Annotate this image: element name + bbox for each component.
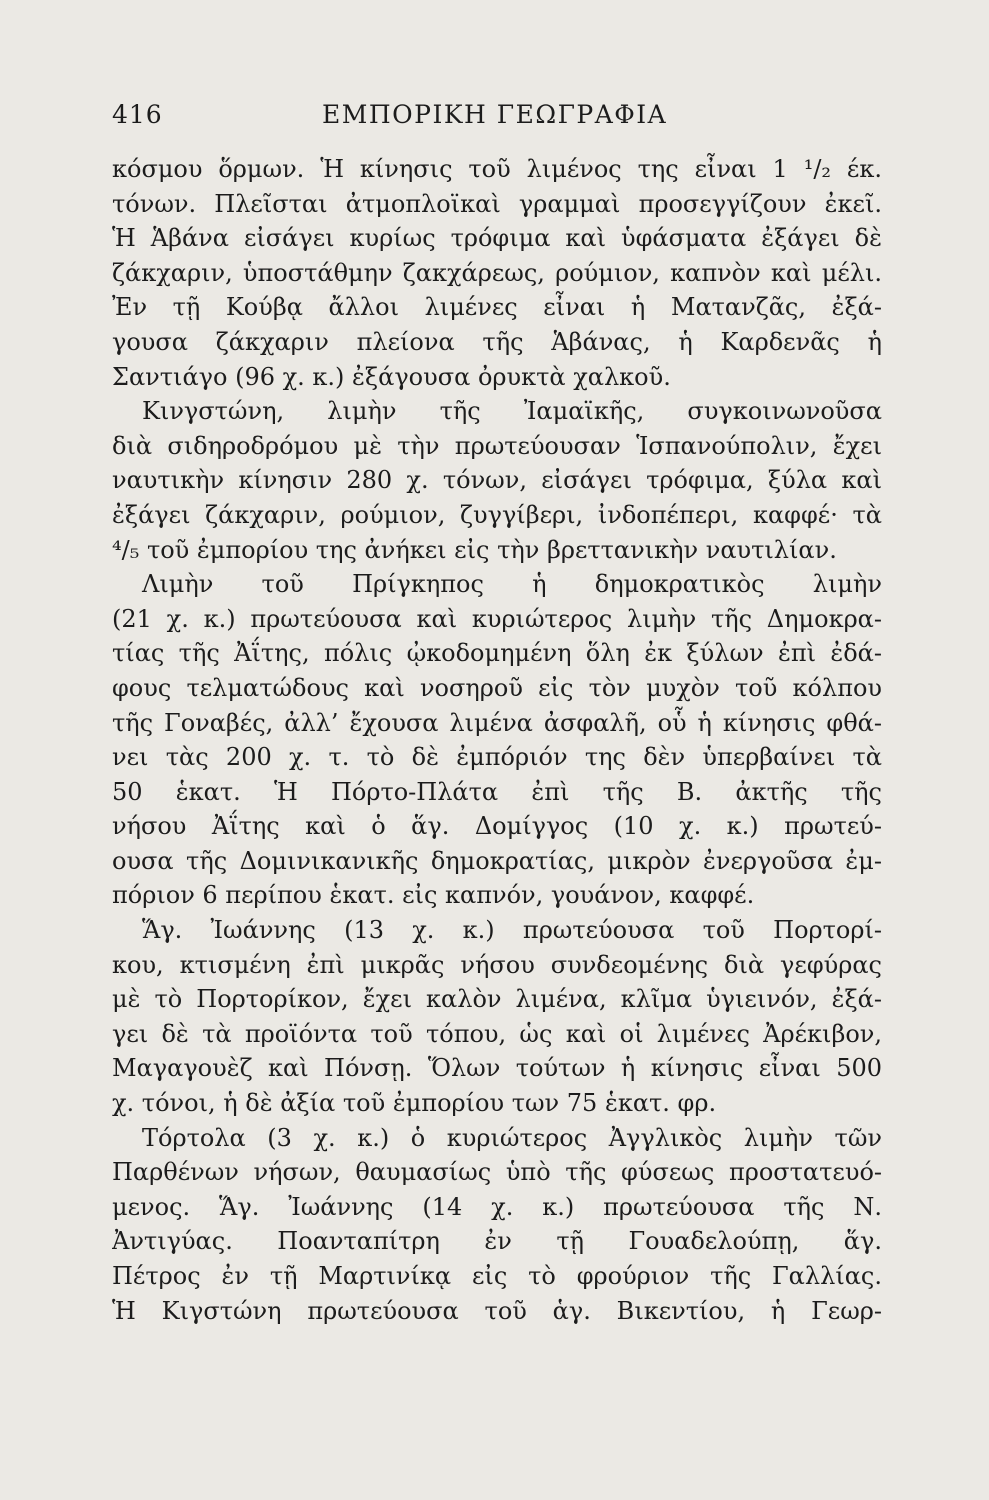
page-number: 416 bbox=[112, 100, 163, 129]
text-line: ναυτικὴν κίνησιν 280 χ. τόνων, εἰσάγει τρόφιμα, ξύλα καὶ bbox=[112, 466, 882, 495]
text-line: Σαντιάγο (96 χ. κ.) ἐξάγουσα ὀρυκτὰ χαλκοῦ. bbox=[112, 362, 671, 391]
text-line: 50 ἑκατ. Ἡ Πόρτο-Πλάτα ἐπὶ τῆς Β. ἀκτῆς τῆς bbox=[112, 777, 882, 806]
text-line: Ἡ Κιγστώνη πρωτεύουσα τοῦ ἁγ. Βικεντίου, ἡ Γεωρ- bbox=[112, 1296, 882, 1325]
text-line: φους τελματώδους καὶ νοσηροῦ εἰς τὸν μυχὸν τοῦ κόλπου bbox=[112, 673, 882, 702]
text-line: (21 χ. κ.) πρωτεύουσα καὶ κυριώτερος λιμὴν τῆς Δημοκρα- bbox=[112, 604, 882, 633]
text-line: νει τὰς 200 χ. τ. τὸ δὲ ἐμπόριόν της δὲν ὑπερβαίνει τὰ bbox=[112, 743, 882, 772]
text-line: Πέτρος ἐν τῇ Μαρτινίκᾳ εἰς τὸ φρούριον τῆς Γαλλίας. bbox=[112, 1262, 882, 1290]
text-line: ζάκχαριν, ὑποστάθμην ζακχάρεως, ρούμιον, καπνὸν καὶ μέλι. bbox=[112, 258, 882, 287]
text-line: διὰ σιδηροδρόμου μὲ τὴν πρωτεύουσαν Ἱσπανούπολιν, ἔχει bbox=[112, 431, 882, 460]
text-line: μὲ τὸ Πορτορίκον, ἔχει καλὸν λιμένα, κλῖμα ὑγιεινόν, ἐξά- bbox=[112, 985, 882, 1014]
text-line: ἐξάγει ζάκχαριν, ρούμιον, ζυγγίβερι, ἰνδοπέπερι, καφφέ· τὰ bbox=[112, 500, 882, 529]
text-line: Τόρτολα (3 χ. κ.) ὁ κυριώτερος Ἀγγλικὸς λιμὴν τῶν bbox=[142, 1123, 882, 1152]
text-line: μενος. Ἅγ. Ἰωάννης (14 χ. κ.) πρωτεύουσα τῆς Ν. bbox=[112, 1192, 882, 1221]
text-line: Μαγαγουὲζ καὶ Πόνσῃ. Ὅλων τούτων ἡ κίνησις εἶναι 500 bbox=[112, 1054, 882, 1083]
text-line: Κινγστώνη, λιμὴν τῆς Ἰαμαϊκῆς, συγκοινωνοῦσα bbox=[142, 397, 882, 426]
text-line: γουσα ζάκχαριν πλείονα τῆς Ἁβάνας, ἡ Καρδενᾶς ἡ bbox=[112, 327, 882, 356]
text-line: Παρθένων νήσων, θαυμασίως ὑπὸ τῆς φύσεως προστατευό- bbox=[112, 1158, 882, 1187]
text-line: Λιμὴν τοῦ Πρίγκηπος ἡ δημοκρατικὸς λιμὴν bbox=[142, 570, 882, 599]
running-head: ΕΜΠΟΡΙΚΗ ΓΕΩΓΡΑΦΙΑ bbox=[322, 100, 668, 129]
text-line: ουσα τῆς Δομινικανικῆς δημοκρατίας, μικρὸν ἐνεργοῦσα ἐμ- bbox=[112, 846, 882, 875]
text-line: Ἐν τῇ Κούβᾳ ἄλλοι λιμένες εἶναι ἡ Ματανζᾶς, ἐξά- bbox=[112, 293, 882, 322]
text-line: Ἀντιγύας. Ποανταπίτρη ἐν τῇ Γουαδελούπῃ, ἅγ. bbox=[112, 1227, 882, 1256]
text-line: Ἅγ. Ἰωάννης (13 χ. κ.) πρωτεύουσα τοῦ Πορτορί- bbox=[142, 916, 882, 945]
text-line: Ἡ Ἁβάνα εἰσάγει κυρίως τρόφιμα καὶ ὑφάσματα ἐξάγει δὲ bbox=[112, 224, 882, 253]
text-line: χ. τόνοι, ἡ δὲ ἀξία τοῦ ἐμπορίου των 75 ἑκατ. φρ. bbox=[112, 1089, 717, 1118]
body-text bbox=[112, 152, 882, 1328]
page-header bbox=[112, 100, 882, 136]
text-line: τίας τῆς Ἀΐτης, πόλις ᾠκοδομημένη ὅλη ἐκ ξύλων ἐπὶ ἐδά- bbox=[112, 639, 882, 668]
text-line: κόσμου ὅρμων. Ἡ κίνησις τοῦ λιμένος της εἶναι 1 ¹/₂ έκ. bbox=[112, 155, 882, 183]
text-line: ⁴/₅ τοῦ ἐμπορίου της ἀνήκει εἰς τὴν βρεττανικὴν ναυτιλίαν. bbox=[112, 535, 837, 564]
text-line: νήσου Ἀΐτης καὶ ὁ ἅγ. Δομίγγος (10 χ. κ.) πρωτεύ- bbox=[112, 812, 882, 841]
text-line: πόριον 6 περίπου ἑκατ. εἰς καπνόν, γουάνον, καφφέ. bbox=[112, 881, 755, 910]
text-line: γει δὲ τὰ προϊόντα τοῦ τόπου, ὡς καὶ οἱ λιμένες Ἀρέκιβον, bbox=[112, 1019, 882, 1048]
text-line: τῆς Γοναβές, ἀλλ’ ἔχουσα λιμένα ἀσφαλῆ, οὗ ἡ κίνησις φθά- bbox=[112, 708, 882, 737]
text-line: τόνων. Πλεῖσται ἀτμοπλοϊκαὶ γραμμαὶ προσεγγίζουν ἐκεῖ. bbox=[112, 189, 882, 218]
text-line: κου, κτισμένη ἐπὶ μικρᾶς νήσου συνδεομένης διὰ γεφύρας bbox=[112, 950, 882, 979]
